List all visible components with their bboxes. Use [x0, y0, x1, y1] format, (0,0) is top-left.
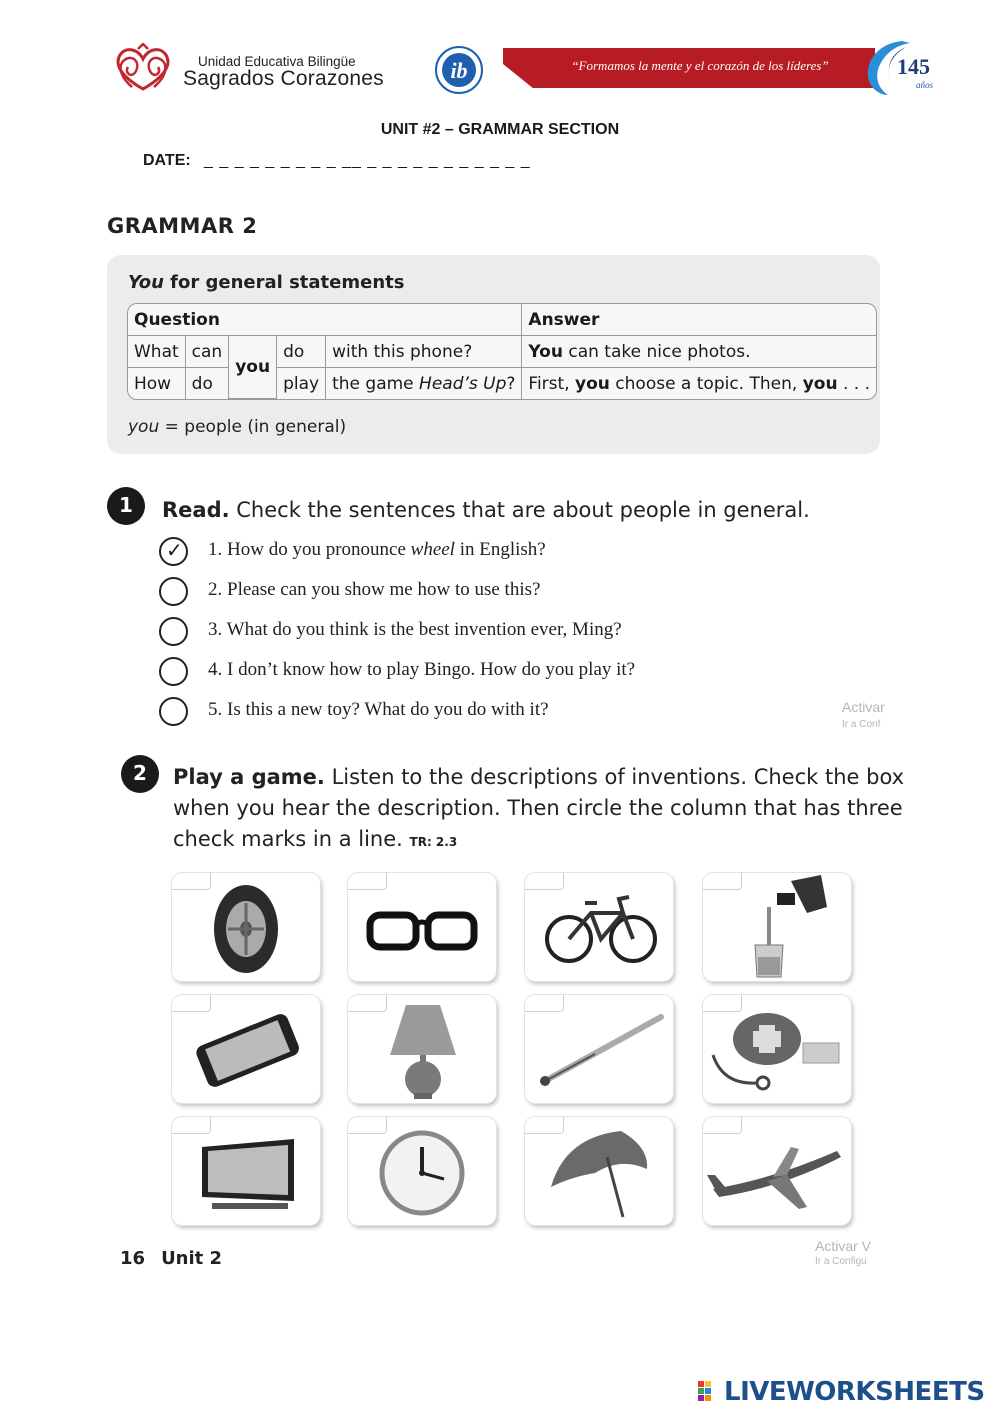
tile-medicine[interactable]: [703, 873, 851, 981]
liveworksheets-logo-icon: [698, 1381, 718, 1403]
table-row: [128, 336, 876, 368]
sentence-text: 5. Is this a new toy? What do you do with it?: [208, 699, 549, 720]
grammar-heading: GRAMMAR 2: [107, 214, 258, 238]
checkbox-circle[interactable]: [159, 537, 188, 566]
date-label: DATE:: [143, 152, 191, 169]
tile-glasses[interactable]: [348, 873, 496, 981]
question-mark: ?: [506, 373, 516, 394]
watermark-line1: Activar: [842, 699, 885, 715]
school-motto: “Formamos la mente y el corazón de los líderes”: [571, 58, 829, 73]
grammar-note: [128, 417, 346, 437]
thermometer-icon: [525, 995, 673, 1103]
lamp-icon: [348, 995, 496, 1103]
watermark-line1: Activar V: [815, 1238, 872, 1254]
sentence-text: 3. What do you think is the best invention ever, Ming?: [208, 619, 622, 640]
sentence-text: 4. I don’t know how to play Bingo. How do you play it?: [208, 659, 636, 680]
answer-rest: can take nice photos.: [562, 341, 751, 362]
unit-label: Unit 2: [161, 1248, 223, 1269]
page-footer: [120, 1248, 238, 1269]
exercise-2-line1: [173, 762, 904, 793]
list-item: [158, 617, 858, 649]
tile-clock[interactable]: [348, 1117, 496, 1225]
umbrella-icon: [525, 1117, 673, 1225]
answer-pre: First,: [528, 373, 576, 394]
exercise-2-line2: when you hear the description. Then circle the column that has three: [173, 796, 903, 820]
checkbox-circle[interactable]: [159, 697, 188, 726]
checkbox-circle[interactable]: [159, 577, 188, 606]
tile-bicycle[interactable]: [525, 873, 673, 981]
col-header-question: Question: [128, 304, 522, 336]
exercise-2-line1-rest: Listen to the descriptions of inventions. Check the box: [324, 765, 905, 789]
date-blank[interactable]: _ _ _ _ _ _ _ _ _ __ _ _ _ _ _ _ _ _ _ _ _: [204, 152, 531, 169]
school-name-line1: Unidad Educativa Bilingüe: [198, 54, 356, 69]
unit-title: UNIT #2 – GRAMMAR SECTION: [380, 121, 620, 138]
checkbox-circle[interactable]: [159, 657, 188, 686]
tile-umbrella[interactable]: [525, 1117, 673, 1225]
exercise-1-number: 1: [107, 487, 145, 525]
school-logo-icon: [112, 43, 174, 93]
page-number: 16: [120, 1248, 146, 1269]
airplane-icon: [703, 1117, 851, 1225]
sentence-pre: 1. How do you pronounce: [208, 539, 411, 560]
first-aid-kit-icon: [703, 995, 851, 1103]
you-cell: you: [229, 336, 277, 399]
main-verb: do: [277, 336, 326, 368]
ib-logo-icon: [428, 45, 490, 95]
exercise-2-number: 2: [121, 755, 159, 793]
answer-cell: [522, 336, 876, 368]
question-rest-pre: the game: [332, 373, 420, 394]
exercise-1-title: [162, 495, 810, 526]
exercise-2-line3-text: check marks in a line.: [173, 827, 403, 851]
list-item: [158, 657, 858, 689]
tile-tire[interactable]: [172, 873, 320, 981]
answer-mid: choose a topic. Then,: [609, 373, 803, 394]
track-number: TR: 2.3: [409, 835, 458, 849]
answer-bold: You: [528, 341, 563, 362]
question-rest: with this phone?: [326, 336, 522, 368]
list-item: [158, 577, 858, 609]
tile-television[interactable]: [172, 1117, 320, 1225]
answer-bold: you: [802, 373, 838, 394]
tile-first-aid-kit[interactable]: [703, 995, 851, 1103]
grammar-table: [127, 303, 877, 400]
sentence-text: [208, 539, 546, 561]
tile-lamp[interactable]: [348, 995, 496, 1103]
watermark-line2: Ir a Conf: [842, 719, 881, 730]
exercise-1-title-bold: Read.: [162, 498, 230, 522]
note-rest: = people (in general): [159, 417, 347, 437]
anniversary-word: años: [916, 80, 934, 90]
wh-word: What: [128, 336, 186, 368]
anniversary-number: 145: [897, 54, 930, 79]
exercise-2-instructions: [173, 762, 904, 858]
tile-thermometer[interactable]: [525, 995, 673, 1103]
aux-verb: can: [186, 336, 230, 368]
col-header-answer: Answer: [522, 304, 876, 336]
main-verb: play: [277, 368, 326, 399]
tile-airplane[interactable]: [703, 1117, 851, 1225]
sentence-em: wheel: [410, 539, 455, 560]
exercise-1-title-rest: Check the sentences that are about people in general.: [229, 498, 810, 522]
grammar-title-em: You: [128, 272, 164, 293]
svg-text:ib: ib: [450, 58, 468, 83]
sentence-text: 2. Please can you show me how to use this?: [208, 579, 541, 600]
clock-icon: [348, 1117, 496, 1225]
list-item: [158, 697, 858, 729]
school-name-line2: Sagrados Corazones: [183, 67, 384, 90]
answer-ellipsis: . . .: [837, 373, 871, 394]
list-item: [158, 537, 858, 569]
check-icon: ✓: [166, 538, 183, 562]
wh-word: How: [128, 368, 186, 399]
game-name: Head’s Up: [419, 373, 507, 394]
bicycle-icon: [525, 873, 673, 981]
television-icon: [172, 1117, 320, 1225]
grammar-title-rest: for general statements: [163, 272, 405, 293]
answer-bold: you: [575, 373, 610, 394]
watermark-line2: Ir a Configu: [815, 1256, 867, 1267]
medicine-cup-icon: [703, 873, 851, 981]
liveworksheets-brand[interactable]: LIVEWORKSHEETS: [724, 1377, 985, 1407]
question-rest: [326, 368, 522, 399]
tile-smartphone[interactable]: [172, 995, 320, 1103]
note-em: you: [128, 417, 160, 437]
exercise-2-line3: [173, 824, 904, 858]
sentence-post: in English?: [454, 539, 546, 560]
glasses-icon: [348, 873, 496, 981]
exercise-2-title-bold: Play a game.: [173, 765, 325, 789]
smartphone-icon: [172, 995, 320, 1103]
answer-cell: [522, 368, 876, 399]
aux-verb: do: [186, 368, 230, 399]
checkbox-circle[interactable]: [159, 617, 188, 646]
grammar-box-title: [128, 272, 404, 293]
tire-icon: [172, 873, 320, 981]
